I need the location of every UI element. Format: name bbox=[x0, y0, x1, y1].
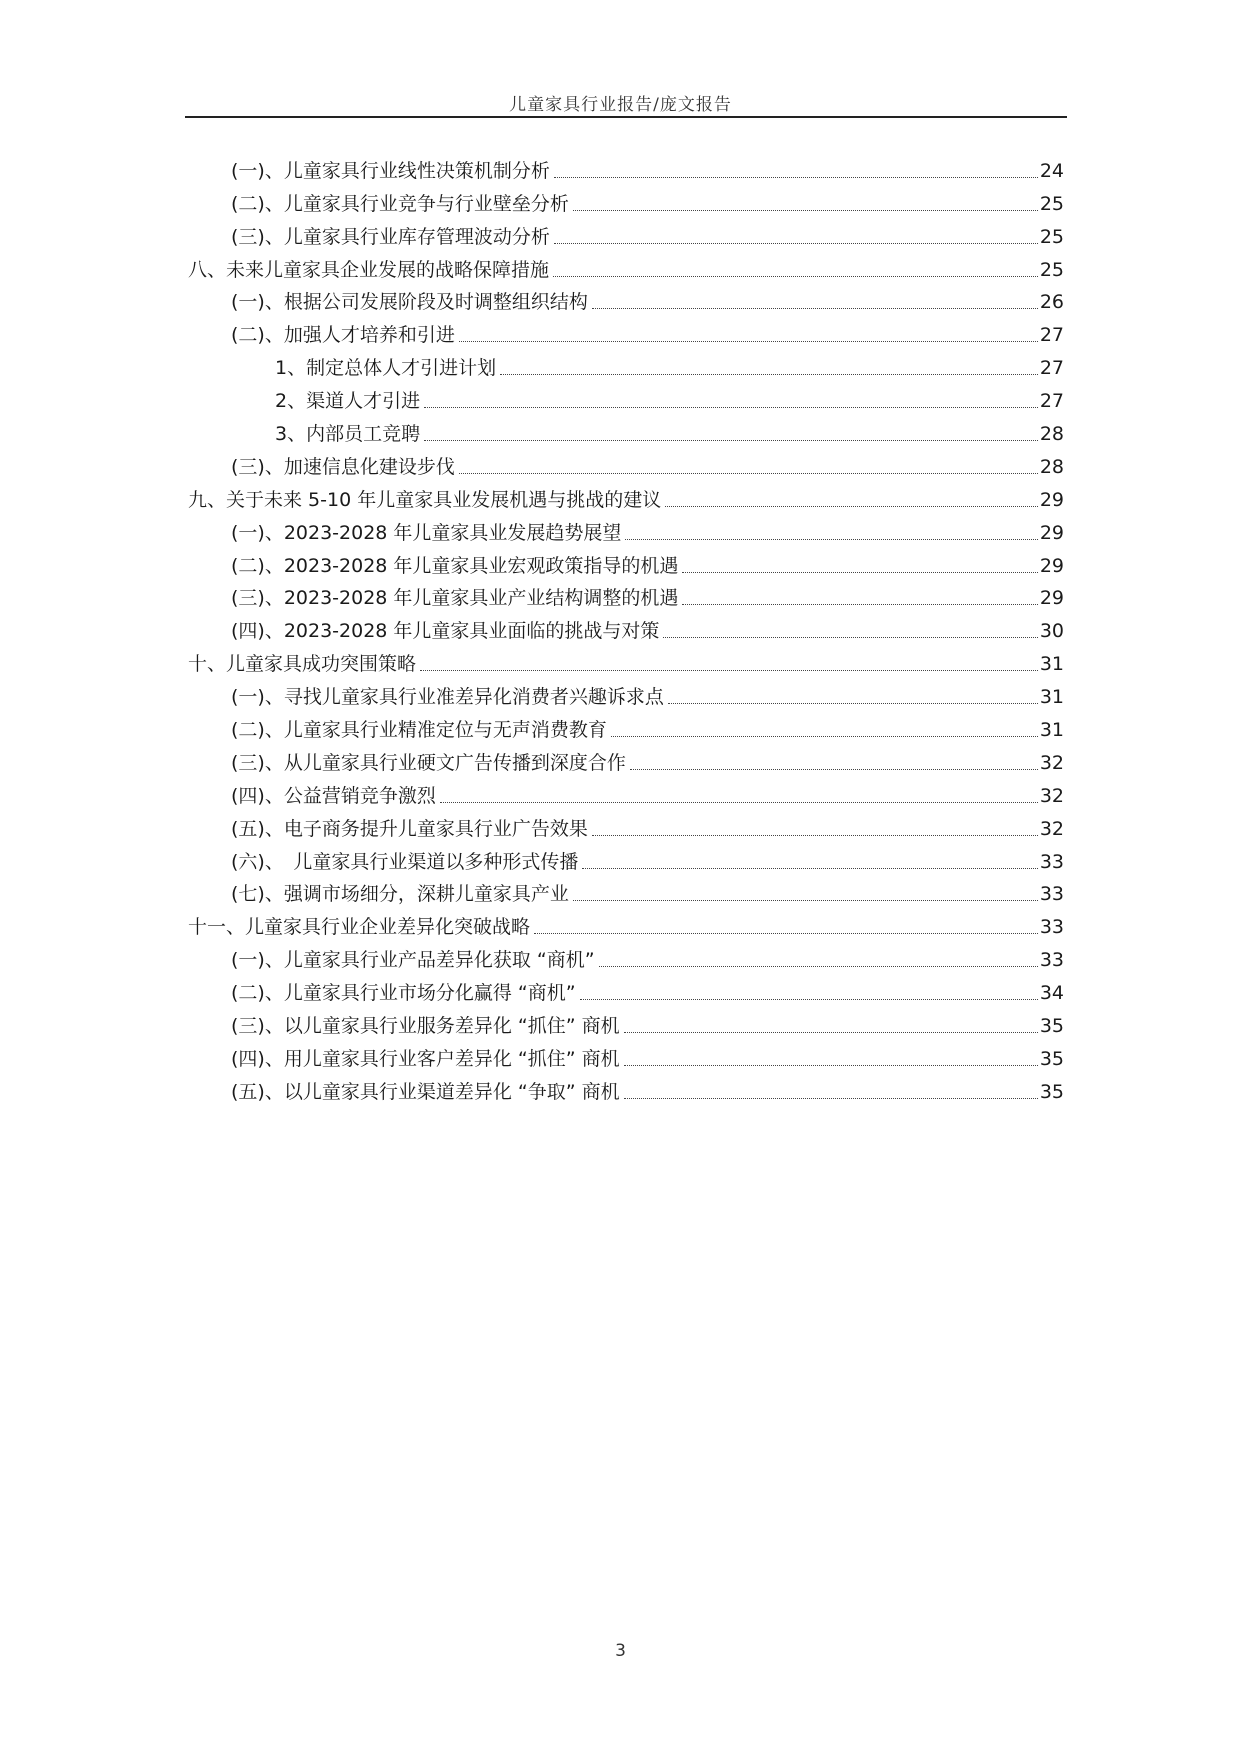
toc-entry-title: (三)、加速信息化建设步伐 bbox=[231, 455, 455, 478]
toc-entry[interactable] bbox=[188, 642, 1064, 675]
toc-entry-title: (六)、 儿童家具行业渠道以多种形式传播 bbox=[231, 850, 579, 873]
header-divider bbox=[185, 116, 1067, 118]
toc-leader-dots bbox=[599, 965, 1038, 967]
toc-entry[interactable] bbox=[188, 445, 1064, 478]
toc-entry-title: (五)、以儿童家具行业渠道差异化 “争取” 商机 bbox=[231, 1080, 620, 1103]
toc-entry-page: 31 bbox=[1039, 686, 1064, 709]
page-number: 3 bbox=[615, 1641, 626, 1661]
toc-entry-page: 24 bbox=[1039, 159, 1064, 182]
toc-entry-title: (四)、公益营销竞争激烈 bbox=[231, 784, 436, 807]
toc-entry-title: 2、渠道人才引进 bbox=[275, 390, 421, 413]
toc-entry-page: 25 bbox=[1039, 225, 1064, 248]
toc-entry[interactable] bbox=[188, 281, 1064, 314]
toc-entry[interactable] bbox=[188, 609, 1064, 642]
toc-entry-page: 35 bbox=[1039, 1080, 1064, 1103]
toc-entry-title: (二)、2023-2028 年儿童家具业宏观政策指导的机遇 bbox=[231, 554, 679, 577]
table-of-contents bbox=[188, 149, 1064, 1103]
toc-leader-dots bbox=[534, 932, 1038, 934]
toc-entry[interactable] bbox=[188, 1037, 1064, 1070]
page-header: 儿童家具行业报告/庞文报告 bbox=[509, 95, 732, 115]
toc-entry-title: (一)、儿童家具行业线性决策机制分析 bbox=[231, 159, 550, 182]
toc-entry[interactable] bbox=[188, 248, 1064, 281]
toc-entry-page: 31 bbox=[1039, 719, 1064, 742]
toc-entry-title: (四)、2023-2028 年儿童家具业面临的挑战与对策 bbox=[231, 620, 660, 643]
toc-leader-dots bbox=[592, 834, 1038, 836]
toc-entry-title: 八、未来儿童家具企业发展的战略保障措施 bbox=[188, 258, 550, 281]
toc-entry[interactable] bbox=[188, 905, 1064, 938]
toc-entry-page: 33 bbox=[1039, 916, 1064, 939]
toc-entry[interactable] bbox=[188, 741, 1064, 774]
toc-entry[interactable] bbox=[188, 971, 1064, 1004]
toc-entry[interactable] bbox=[188, 774, 1064, 807]
toc-entry-page: 25 bbox=[1039, 192, 1064, 215]
toc-entry[interactable] bbox=[188, 938, 1064, 971]
toc-entry-page: 31 bbox=[1039, 653, 1064, 676]
toc-entry-title: (一)、2023-2028 年儿童家具业发展趋势展望 bbox=[231, 521, 622, 544]
toc-leader-dots bbox=[573, 209, 1038, 211]
toc-entry[interactable] bbox=[188, 577, 1064, 610]
toc-entry-page: 33 bbox=[1039, 949, 1064, 972]
toc-entry[interactable] bbox=[188, 149, 1064, 182]
toc-entry-page: 29 bbox=[1039, 488, 1064, 511]
toc-entry[interactable] bbox=[188, 511, 1064, 544]
toc-entry-page: 34 bbox=[1039, 982, 1064, 1005]
toc-entry[interactable] bbox=[188, 1070, 1064, 1103]
toc-entry-title: (三)、2023-2028 年儿童家具业产业结构调整的机遇 bbox=[231, 587, 679, 610]
toc-leader-dots bbox=[580, 998, 1038, 1000]
toc-entry-page: 28 bbox=[1039, 423, 1064, 446]
toc-leader-dots bbox=[668, 702, 1038, 704]
toc-entry[interactable] bbox=[188, 478, 1064, 511]
toc-entry[interactable] bbox=[188, 675, 1064, 708]
toc-entry[interactable] bbox=[188, 182, 1064, 215]
toc-leader-dots bbox=[554, 242, 1038, 244]
toc-entry-page: 32 bbox=[1039, 817, 1064, 840]
toc-leader-dots bbox=[611, 735, 1038, 737]
toc-leader-dots bbox=[624, 1097, 1038, 1099]
toc-leader-dots bbox=[420, 669, 1038, 671]
toc-entry[interactable] bbox=[188, 215, 1064, 248]
toc-entry-page: 28 bbox=[1039, 455, 1064, 478]
toc-entry-page: 27 bbox=[1039, 357, 1064, 380]
toc-entry-title: 3、内部员工竞聘 bbox=[275, 423, 421, 446]
toc-entry-title: 九、关于未来 5-10 年儿童家具业发展机遇与挑战的建议 bbox=[188, 488, 662, 511]
toc-entry-page: 25 bbox=[1039, 258, 1064, 281]
toc-entry-title: (四)、用儿童家具行业客户差异化 “抓住” 商机 bbox=[231, 1047, 620, 1070]
toc-entry[interactable] bbox=[188, 807, 1064, 840]
toc-entry[interactable] bbox=[188, 313, 1064, 346]
toc-leader-dots bbox=[630, 768, 1038, 770]
toc-entry-title: 十一、儿童家具行业企业差异化突破战略 bbox=[188, 916, 531, 939]
toc-entry-title: (二)、儿童家具行业精准定位与无声消费教育 bbox=[231, 719, 607, 742]
toc-entry[interactable] bbox=[188, 873, 1064, 906]
toc-entry-title: 十、儿童家具成功突围策略 bbox=[188, 653, 417, 676]
toc-leader-dots bbox=[459, 472, 1038, 474]
toc-entry-page: 33 bbox=[1039, 883, 1064, 906]
toc-leader-dots bbox=[553, 275, 1038, 277]
toc-entry[interactable] bbox=[188, 1004, 1064, 1037]
toc-entry-title: 1、制定总体人才引进计划 bbox=[275, 357, 497, 380]
toc-entry[interactable] bbox=[188, 544, 1064, 577]
toc-leader-dots bbox=[573, 899, 1038, 901]
toc-leader-dots bbox=[424, 439, 1038, 441]
toc-leader-dots bbox=[582, 867, 1037, 869]
toc-leader-dots bbox=[625, 538, 1037, 540]
toc-entry-title: (二)、儿童家具行业竞争与行业壁垒分析 bbox=[231, 192, 569, 215]
toc-leader-dots bbox=[554, 176, 1038, 178]
toc-leader-dots bbox=[682, 571, 1037, 573]
toc-entry-page: 29 bbox=[1039, 554, 1064, 577]
toc-leader-dots bbox=[624, 1031, 1038, 1033]
toc-entry-page: 29 bbox=[1039, 521, 1064, 544]
toc-entry-page: 35 bbox=[1039, 1015, 1064, 1038]
toc-entry-title: (三)、以儿童家具行业服务差异化 “抓住” 商机 bbox=[231, 1015, 620, 1038]
toc-entry-title: (一)、寻找儿童家具行业准差异化消费者兴趣诉求点 bbox=[231, 686, 664, 709]
toc-entry[interactable] bbox=[188, 708, 1064, 741]
toc-entry-page: 32 bbox=[1039, 751, 1064, 774]
toc-entry-title: (一)、根据公司发展阶段及时调整组织结构 bbox=[231, 291, 588, 314]
toc-leader-dots bbox=[682, 603, 1037, 605]
toc-leader-dots bbox=[665, 505, 1038, 507]
toc-entry-title: (三)、儿童家具行业库存管理波动分析 bbox=[231, 225, 550, 248]
toc-entry-title: (一)、儿童家具行业产品差异化获取 “商机” bbox=[231, 949, 595, 972]
toc-entry-page: 32 bbox=[1039, 784, 1064, 807]
toc-entry-title: (二)、儿童家具行业市场分化赢得 “商机” bbox=[231, 982, 576, 1005]
toc-entry-title: (七)、强调市场细分，深耕儿童家具产业 bbox=[231, 883, 569, 906]
toc-leader-dots bbox=[424, 406, 1038, 408]
toc-entry-page: 27 bbox=[1039, 324, 1064, 347]
toc-entry[interactable] bbox=[188, 379, 1064, 412]
toc-leader-dots bbox=[663, 636, 1037, 638]
toc-leader-dots bbox=[592, 307, 1038, 309]
toc-entry[interactable] bbox=[188, 412, 1064, 445]
toc-entry[interactable] bbox=[188, 346, 1064, 379]
toc-entry-title: (五)、电子商务提升儿童家具行业广告效果 bbox=[231, 817, 588, 840]
toc-entry-page: 27 bbox=[1039, 390, 1064, 413]
toc-entry-page: 33 bbox=[1039, 850, 1064, 873]
toc-leader-dots bbox=[500, 373, 1038, 375]
toc-entry-page: 30 bbox=[1039, 620, 1064, 643]
toc-leader-dots bbox=[459, 340, 1038, 342]
toc-entry-page: 29 bbox=[1039, 587, 1064, 610]
toc-entry[interactable] bbox=[188, 840, 1064, 873]
toc-entry-title: (三)、从儿童家具行业硬文广告传播到深度合作 bbox=[231, 751, 626, 774]
toc-entry-page: 35 bbox=[1039, 1047, 1064, 1070]
toc-entry-page: 26 bbox=[1039, 291, 1064, 314]
toc-leader-dots bbox=[440, 801, 1038, 803]
toc-leader-dots bbox=[624, 1064, 1038, 1066]
toc-entry-title: (二)、加强人才培养和引进 bbox=[231, 324, 455, 347]
